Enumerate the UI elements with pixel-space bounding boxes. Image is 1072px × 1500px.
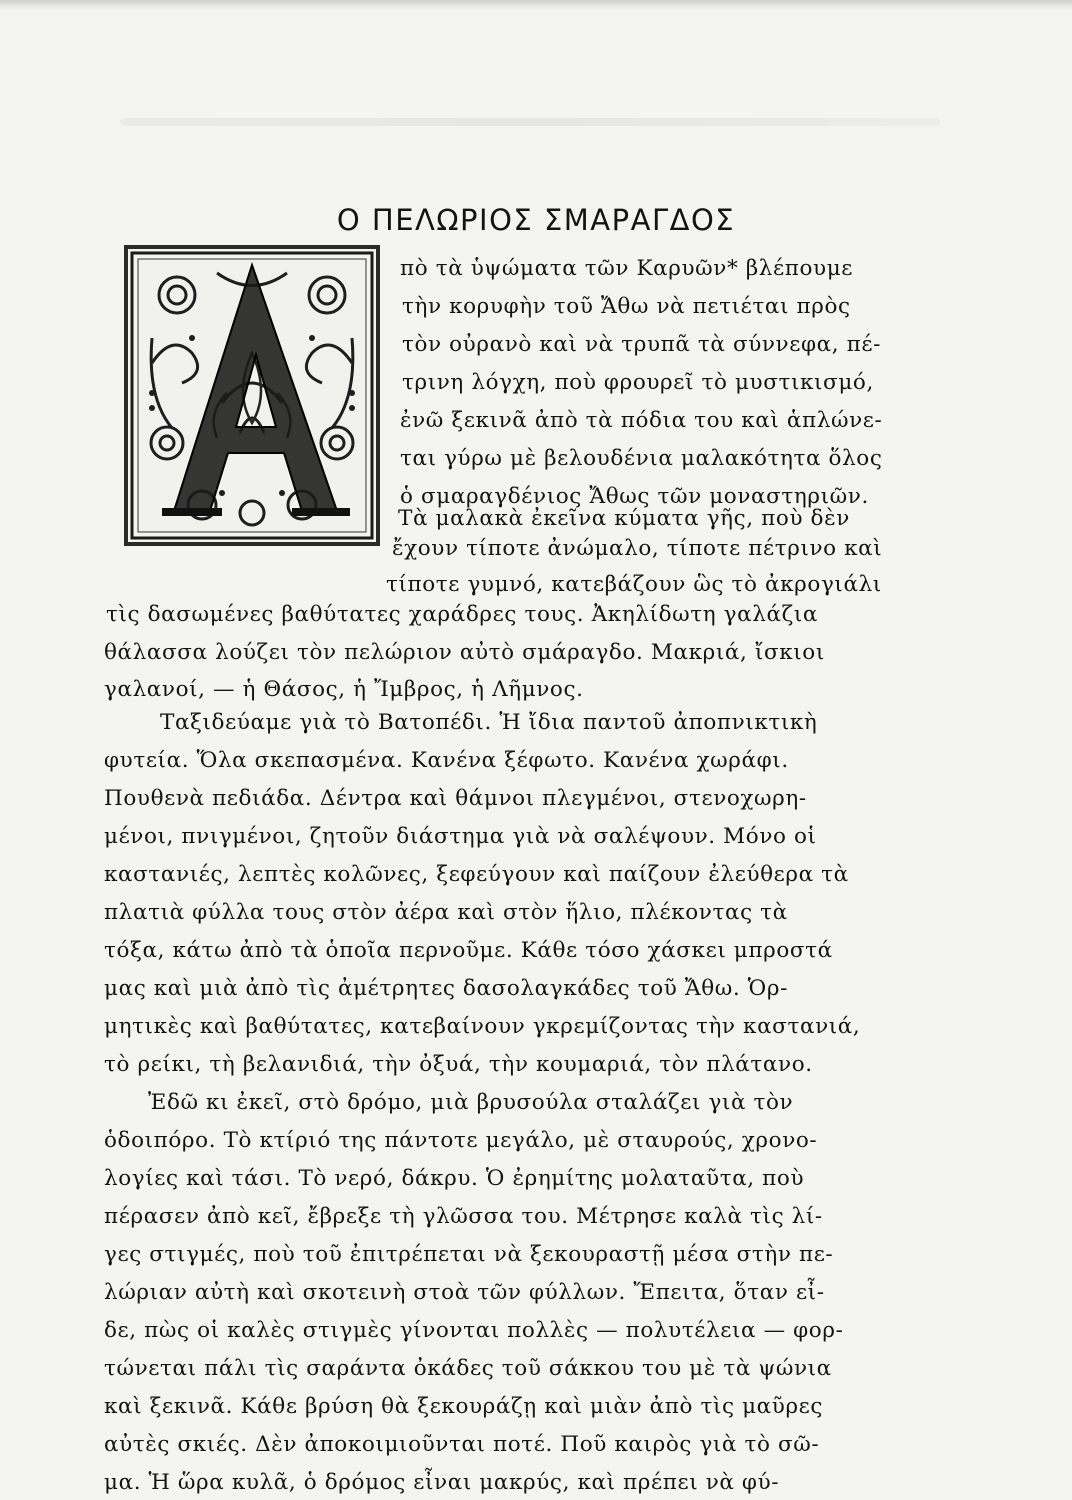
text-line: Τὰ μαλακὰ ἐκεῖνα κύματα γῆς, ποὺ δὲν: [398, 506, 850, 531]
text-line: γαλανοί, — ἡ Θάσος, ἡ Ἴμβρος, ἡ Λῆμνος.: [104, 677, 584, 702]
text-line: καστανιές, λεπτὲς κολῶνες, ξεφεύγουν καὶ παίζουν ἐλεύθερα τὰ: [104, 862, 849, 887]
show-through-ghost: [120, 118, 940, 126]
text-line: τὶς δασωμένες βαθύτατες χαράδρες τους. Ἀκηλίδωτη γαλάζια: [106, 602, 818, 627]
text-line: τὴν κορυφὴν τοῦ Ἄθω νὰ πετιέται πρὸς: [402, 294, 851, 319]
text-line: πέρασεν ἀπὸ κεῖ, ἔβρεξε τὴ γλῶσσα του. Μέτρησε καλὰ τὶς λί-: [104, 1204, 823, 1229]
text-line: ὁδοιπόρο. Τὸ κτίριό της πάντοτε μεγάλο, μὲ σταυρούς, χρονο-: [104, 1128, 818, 1153]
text-line: Ἐδῶ κι ἐκεῖ, στὸ δρόμο, μιὰ βρυσούλα σταλάζει γιὰ τὸν: [148, 1090, 794, 1115]
page-title: Ο ΠΕΛΩΡΙΟΣ ΣΜΑΡΑΓΔΟΣ: [336, 203, 736, 238]
page-edge: [0, 0, 1072, 10]
decorated-initial: [122, 243, 382, 548]
text-line: ται γύρω μὲ βελουδένια μαλακότητα ὅλος: [400, 446, 883, 471]
text-line: καὶ ξεκινᾶ. Κάθε βρύση θὰ ξεκουράζῃ καὶ μιὰν ἀπὸ τὶς μαῦρες: [104, 1394, 824, 1419]
text-line: μένοι, πνιγμένοι, ζητοῦν διάστημα γιὰ νὰ σαλέψουν. Μόνο οἱ: [104, 824, 817, 849]
text-line: μας καὶ μιὰ ἀπὸ τὶς ἀμέτρητες δασολαγκάδες τοῦ Ἄθω. Ὁρ-: [104, 976, 788, 1001]
text-line: τρινη λόγχη, ποὺ φρουρεῖ τὸ μυστικισμό,: [402, 370, 874, 395]
text-line: ὁ σμαραγδένιος Ἄθως τῶν μοναστηριῶν.: [400, 484, 869, 509]
text-line: λογίες καὶ τάσι. Τὸ νερό, δάκρυ. Ὁ ἐρημίτης μολαταῦτα, ποὺ: [104, 1166, 805, 1191]
text-line: τὸν οὐρανὸ καὶ νὰ τρυπᾶ τὰ σύννεφα, πέ-: [402, 332, 881, 357]
text-line: γες στιγμές, ποὺ τοῦ ἐπιτρέπεται νὰ ξεκουραστῇ μέσα στὴν πε-: [104, 1242, 834, 1267]
text-line: Ταξιδεύαμε γιὰ τὸ Βατοπέδι. Ἡ ἴδια παντοῦ ἀποπνικτικὴ: [160, 710, 818, 735]
text-line: φυτεία. Ὅλα σκεπασμένα. Κανένα ξέφωτο. Κανένα χωράφι.: [104, 748, 789, 773]
text-line: ἔχουν τίποτε ἀνώμαλο, τίποτε πέτρινο καὶ: [392, 536, 883, 561]
text-line: τόξα, κάτω ἀπὸ τὰ ὁποῖα περνοῦμε. Κάθε τόσο χάσκει μπροστά: [104, 938, 833, 963]
text-line: τώνεται πάλι τὶς σαράντα ὀκάδες τοῦ σάκκου του μὲ τὰ ψώνια: [104, 1356, 832, 1381]
text-line: μα. Ἡ ὥρα κυλᾶ, ὁ δρόμος εἶναι μακρύς, καὶ πρέπει νὰ φύ-: [104, 1470, 780, 1495]
text-line: τὸ ρείκι, τὴ βελανιδιά, τὴν ὀξυά, τὴν κουμαριά, τὸν πλάτανο.: [104, 1052, 813, 1077]
text-line: λώριαν αὐτὴ καὶ σκοτεινὴ στοὰ τῶν φύλλων. Ἔπειτα, ὅταν εἶ-: [104, 1280, 825, 1305]
text-line: Πουθενὰ πεδιάδα. Δέντρα καὶ θάμνοι πλεγμένοι, στενοχωρη-: [104, 786, 807, 811]
text-line: πὸ τὰ ὑψώματα τῶν Καρυῶν* βλέπουμε: [400, 256, 854, 281]
text-line: πλατιὰ φύλλα τους στὸν ἀέρα καὶ στὸν ἥλιο, πλέκοντας τὰ: [104, 900, 788, 925]
text-line: θάλασσα λούζει τὸν πελώριον αὐτὸ σμάραγδο. Μακριά, ἴσκιοι: [104, 640, 825, 665]
text-line: ἐνῶ ξεκινᾶ ἀπὸ τὰ πόδια του καὶ ἁπλώνε-: [400, 408, 883, 433]
text-line: μητικὲς καὶ βαθύτατες, κατεβαίνουν γκρεμίζοντας τὴν καστανιά,: [104, 1014, 861, 1039]
text-line: δε, πὼς οἱ καλὲς στιγμὲς γίνονται πολλὲς — πολυτέλεια — φορ-: [104, 1318, 844, 1343]
text-line: τίποτε γυμνό, κατεβάζουν ὣς τὸ ἀκρογιάλι: [386, 572, 882, 597]
text-line: αὐτὲς σκιές. Δὲν ἀποκοιμιοῦνται ποτέ. Ποῦ καιρὸς γιὰ τὸ σῶ-: [104, 1432, 820, 1457]
